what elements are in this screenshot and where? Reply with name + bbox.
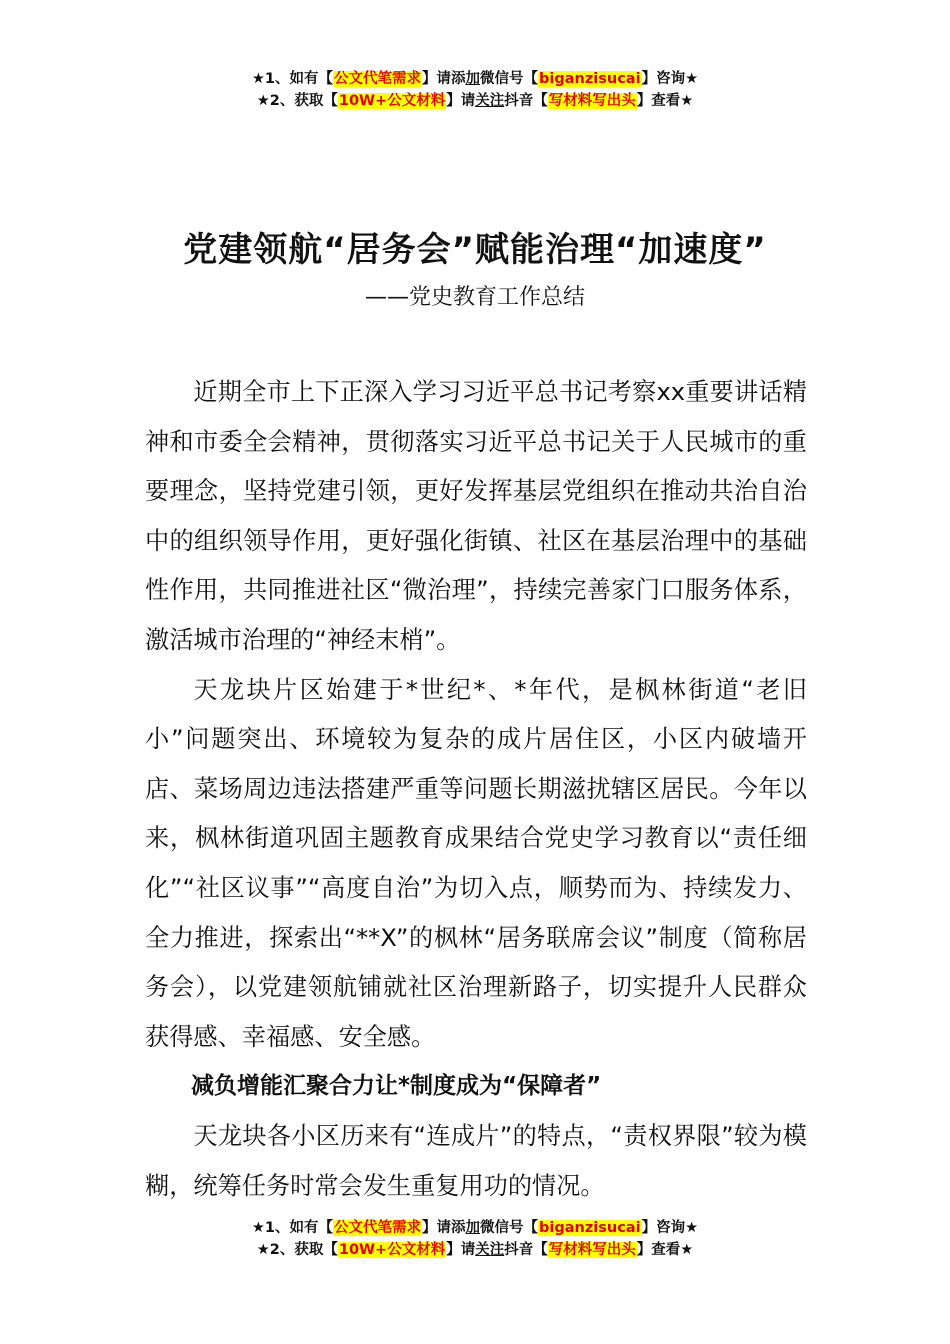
promo-text: 】请 xyxy=(446,1242,476,1258)
promo-highlight: 公文代笔需求 xyxy=(334,71,422,87)
paragraph-2: 天龙块片区始建于*世纪*、*年代，是枫林街道“老旧小”问题突出、环境较为复杂的成片居住区，小区内破墙开店、菜场周边违法搭建严重等问题长期滋扰辖区居民。今年以来，枫林街道巩固主题教育成果结合党史学习教育以“责任细化”“社区议事”“高度自治”为切入点，顺势而为、持续发力、全力推进，探索出“**X”的枫林“居务联席会议”制度（简称居务会），以党建领航铺就社区治理新路子，切实提升人民群众获得感、幸福感、安全感。 xyxy=(145,675,807,1051)
promo-text: 】请添 xyxy=(422,1220,466,1236)
promo-text: ★2、获取【 xyxy=(256,1242,338,1258)
promo-text: 】查看★ xyxy=(636,93,694,109)
promo-text: 】咨询★ xyxy=(641,71,699,87)
paragraph-3: 天龙块各小区历来有“连成片”的特点，“责权界限”较为模糊，统筹任务时常会发生重复用功的情况。 xyxy=(145,1121,807,1200)
promo-highlight: biganzisucai xyxy=(539,1220,641,1236)
promo-highlight: 公文代笔需求 xyxy=(334,1220,422,1236)
paragraph-1: 近期全市上下正深入学习习近平总书记考察xx重要讲话精神和市委全会精神，贯彻落实习近平总书记关于人民城市的重要理念，坚持党建引领，更好发挥基层党组织在推动共治自治中的组织领导作用，更好强化街镇、社区在基层治理中的基础性作用，共同推进社区“微治理”，持续完善家门口服务体系，激活城市治理的“神经末梢”。 xyxy=(145,378,807,654)
promo-emphasis: 关注 xyxy=(475,93,505,109)
header-promo-banner xyxy=(0,68,950,112)
promo-text: 抖音【 xyxy=(504,93,548,109)
promo-text: 】请 xyxy=(446,93,476,109)
document-subtitle: ——党史教育工作总结 xyxy=(364,285,585,310)
promo-text: 】咨询★ xyxy=(641,1220,699,1236)
promo-line-1 xyxy=(0,68,950,90)
promo-highlight: 写材料写出头 xyxy=(548,1242,636,1258)
promo-highlight: 10W+公文材料 xyxy=(338,1242,446,1258)
promo-emphasis: 加 xyxy=(465,71,481,87)
promo-text: 微信号【 xyxy=(480,71,539,87)
promo-highlight: 写材料写出头 xyxy=(548,93,636,109)
promo-text: ★1、如有【 xyxy=(251,1220,334,1236)
section-heading: 减负增能汇聚合力让*制度成为“保障者” xyxy=(191,1073,602,1100)
promo-line-2 xyxy=(0,90,950,112)
promo-text: 】请添 xyxy=(422,71,466,87)
promo-line-2 xyxy=(0,1239,950,1261)
promo-text: 】查看★ xyxy=(636,1242,694,1258)
promo-text: ★2、获取【 xyxy=(256,93,338,109)
document-body xyxy=(145,368,807,1211)
promo-highlight: biganzisucai xyxy=(539,71,641,87)
promo-line-1 xyxy=(0,1217,950,1239)
footer-promo-banner xyxy=(0,1217,950,1261)
promo-text: 抖音【 xyxy=(504,1242,548,1258)
promo-text: ★1、如有【 xyxy=(251,71,334,87)
promo-text: 微信号【 xyxy=(480,1220,539,1236)
document-title: 党建领航“居务会”赋能治理“加速度” xyxy=(183,230,767,270)
promo-emphasis: 加 xyxy=(465,1220,481,1236)
promo-highlight: 10W+公文材料 xyxy=(338,93,446,109)
promo-emphasis: 关注 xyxy=(475,1242,505,1258)
